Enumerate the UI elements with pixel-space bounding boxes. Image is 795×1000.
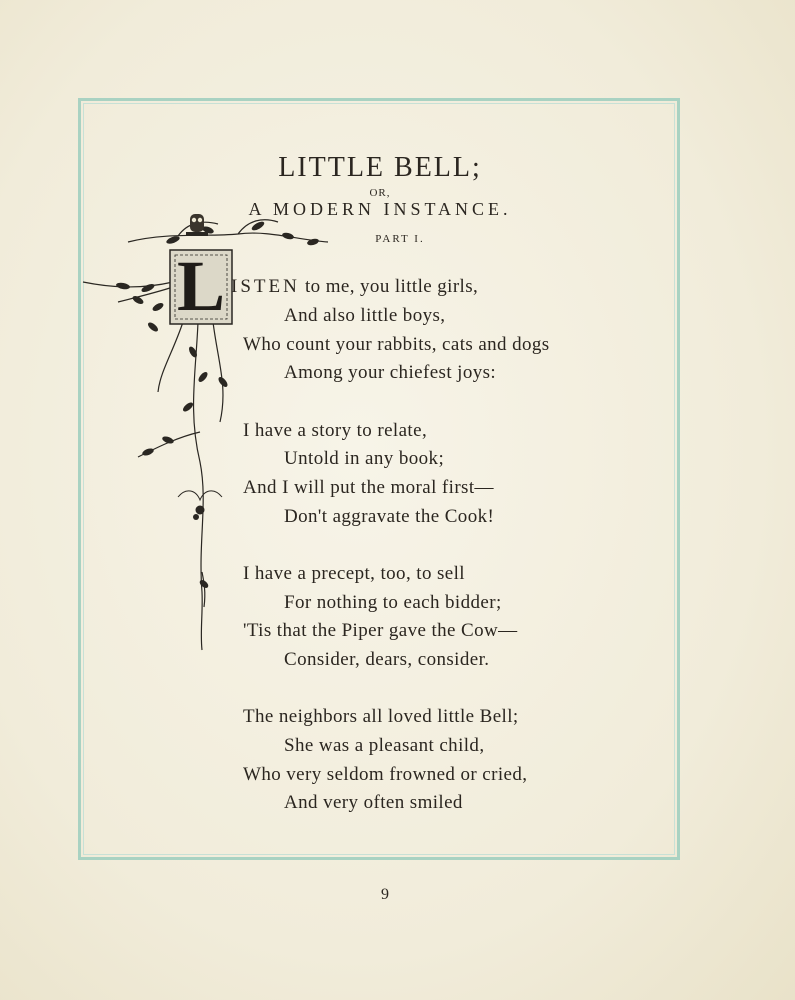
verse-line: I have a story to relate, [243, 420, 428, 441]
verse-line: And also little boys, [284, 305, 446, 326]
poem-or: OR, [369, 187, 391, 199]
verse-line-rest: to me, you little girls, [299, 276, 479, 297]
verse-line: Who count your rabbits, cats and dogs [243, 334, 550, 355]
verse-line: The neighbors all loved little Bell; [243, 706, 519, 727]
verse-line: Who very seldom frowned or cried, [243, 764, 528, 785]
verse-line: Consider, dears, consider. [284, 649, 490, 670]
poem-title: LITTLE BELL; [278, 152, 482, 183]
verse-line: And I will put the moral first— [243, 477, 494, 498]
verse-line: I have a precept, too, to sell [243, 563, 465, 584]
verse-line: And very often smiled [284, 792, 463, 813]
owl-icon [186, 214, 208, 236]
verse-line: Untold in any book; [284, 448, 445, 469]
poem-part-label: PART I. [375, 233, 425, 245]
verse-line: For nothing to each bidder; [284, 592, 502, 613]
verse-line: Among your chiefest joys: [284, 362, 497, 383]
verse-line: Don't aggravate the Cook! [284, 506, 495, 527]
verse-line: She was a pleasant child, [284, 735, 485, 756]
page-number: 9 [381, 886, 389, 903]
verse-line: 'Tis that the Piper gave the Cow— [243, 620, 518, 641]
verse-line [231, 276, 478, 298]
verse-first-word: ISTEN [231, 276, 300, 297]
poem-subtitle: A MODERN INSTANCE. [248, 199, 512, 219]
drop-cap-letter: L [176, 246, 226, 326]
